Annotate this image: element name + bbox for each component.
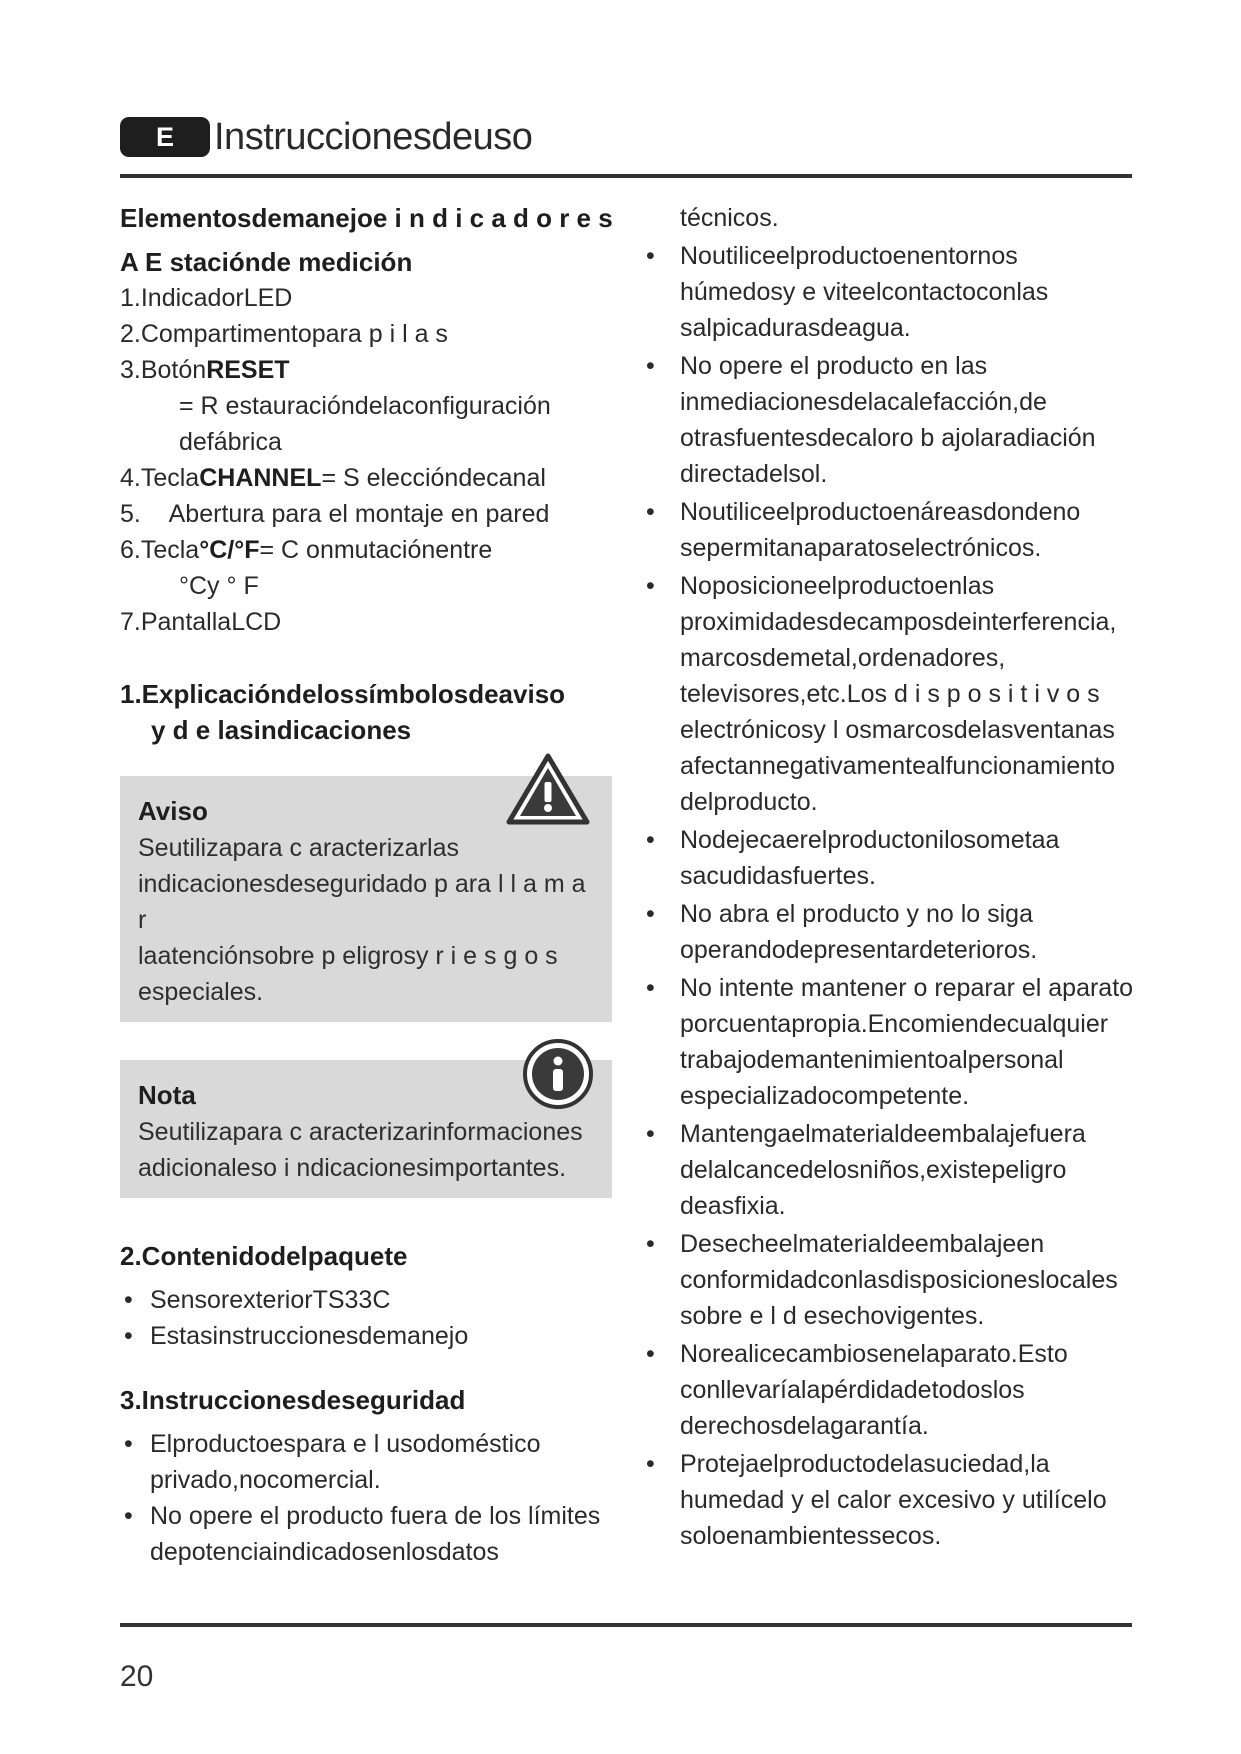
safety-line: • Nodejecaerelproductonilosometaa [680,826,1060,854]
list-item-channel [120,460,615,496]
safety-item [644,822,1136,894]
page-number: 20 [120,1660,154,1693]
safety-line: derechosdelagarantía. [680,1412,929,1440]
station-heading: A E staciónde medición [120,247,413,277]
list-item: 1.IndicadorLED [120,284,293,312]
right-column [644,200,1136,1554]
safety-line: delalcancedelosniños,existepeligro [680,1156,1067,1184]
safety-line: • Desecheelmaterialdeembalajeen [680,1230,1045,1258]
safety-line: depotenciaindicadosenlosdatos [150,1538,499,1566]
safety-line: soloenambientessecos. [680,1522,942,1550]
note-box [120,1060,612,1198]
safety-line: sepermitanaparatoselectrónicos. [680,534,1042,562]
section-2-heading: 2.Contenidodelpaquete [120,1241,408,1271]
safety-line: húmedosy e viteelcontactoconlas [680,278,1049,306]
item-prefix: 4.Tecla [120,464,200,492]
list-item: 2.Compartimentopara p i l a s [120,320,448,348]
safety-line: porcuentapropia.Encomiendecualquier [680,1010,1109,1038]
unit-label: °C/°F [199,536,260,564]
language-badge: E [120,117,210,157]
safety-line: • Elproductoespara e l usodoméstico [150,1430,541,1458]
safety-line: sobre e l d esechovigentes. [680,1302,985,1330]
safety-line: marcosdemetal,ordenadores, [680,644,1006,672]
left-column [120,200,615,1570]
safety-line: electrónicosy l osmarcosdelasventanas [680,716,1115,744]
safety-line: salpicadurasdeagua. [680,314,911,342]
section-3-heading: 3.Instruccionesdeseguridad [120,1385,466,1415]
safety-item [644,1446,1136,1554]
safety-line: • Mantengaelmaterialdeembalajefuera [680,1120,1086,1148]
safety-line: humedad y el calor excesivo y utilícelo [680,1486,1107,1514]
safety-line: • Noposicioneelproductoenlas [680,572,995,600]
safety-line: especializadocompetente. [680,1082,970,1110]
safety-line: conformidadconlasdisposicioneslocales [680,1266,1118,1294]
item-prefix: 3.Botón [120,356,207,384]
continued-line: técnicos. [680,204,779,232]
controls-heading: Elementosdemanejoe i n d i c a d o r e s [120,203,613,233]
info-icon [522,1038,594,1110]
safety-line: otrasfuentesdecaloro b ajolaradiación [680,424,1096,452]
safety-item [120,1426,615,1498]
item-description: = S eleccióndecanal [321,464,546,492]
safety-item [644,970,1136,1114]
safety-line: operandodepresentardeterioros. [680,936,1038,964]
item-description: defábrica [179,428,282,456]
list-item: 7.PantallaLCD [120,608,282,636]
note-line: adicionaleso i ndicacionesimportantes. [138,1154,567,1182]
warning-triangle-icon [506,752,590,826]
list-item-reset [120,352,615,388]
document-title: Instruccionesdeuso [214,115,533,158]
note-line: Seutilizapara c aracterizarinformaciones [138,1118,583,1146]
safety-line: proximidadesdecamposdeinterferencia, [680,608,1117,636]
warning-title: Aviso [138,796,208,826]
safety-item [644,1336,1136,1444]
safety-line: sacudidasfuertes. [680,862,876,890]
safety-line: • Noutiliceelproductoenentornos [680,242,1018,270]
reset-label: RESET [206,356,290,384]
safety-line: conllevaríalapérdidadetodoslos [680,1376,1025,1404]
safety-item [644,348,1136,492]
package-item: • Estasinstruccionesdemanejo [120,1318,615,1354]
safety-line: directadelsol. [680,460,828,488]
safety-line: inmediacionesdelacalefacción,de [680,388,1047,416]
safety-list [644,238,1136,1554]
package-item: • SensorexteriorTS33C [120,1282,615,1318]
safety-line: trabajodemantenimientoalpersonal [680,1046,1064,1074]
safety-item [644,1116,1136,1224]
safety-item [644,1226,1136,1334]
safety-line: • No intente mantener o reparar el aparato [680,974,1134,1002]
list-item: 5. Abertura para el montaje en pared [120,500,550,528]
safety-line: deasfixia. [680,1192,786,1220]
footer-rule [120,1623,1132,1627]
safety-line: televisores,etc.Los d i s p o s i t i v o s [680,680,1100,708]
safety-line: • No opere el producto fuera de los límites [150,1502,601,1530]
section-1-heading-cont: y d e lasindicaciones [151,715,412,745]
safety-item [120,1498,615,1570]
item-description: = R estauracióndelaconfiguración [179,392,551,420]
warning-line: especiales. [138,978,264,1006]
item-description: °Cy ° F [179,572,259,600]
note-title: Nota [138,1080,196,1110]
safety-line: privado,nocomercial. [150,1466,381,1494]
warning-line: laatenciónsobre p eligrosy r i e s g o s [138,942,558,970]
header-rule [120,174,1132,178]
safety-item [644,238,1136,346]
page-header [120,112,532,162]
item-description: = C onmutaciónentre [259,536,493,564]
item-prefix: 6.Tecla [120,536,200,564]
safety-item [644,568,1136,820]
safety-line: • Norealicecambiosenelaparato.Esto [680,1340,1068,1368]
safety-line: • No opere el producto en las [680,352,988,380]
channel-label: CHANNEL [199,464,322,492]
safety-line: delproducto. [680,788,818,816]
warning-box [120,776,612,1022]
warning-line: indicacionesdeseguridado p ara l l a m a r [138,870,586,934]
safety-line: afectannegativamentealfuncionamiento [680,752,1116,780]
section-1-heading: 1.Explicacióndelossímbolosdeaviso [120,679,566,709]
list-item-unit [120,532,615,568]
safety-item [644,896,1136,968]
safety-line: • Protejaelproductodelasuciedad,la [680,1450,1050,1478]
safety-item [644,494,1136,566]
warning-line: Seutilizapara c aracterizarlas [138,834,459,862]
safety-line: • No abra el producto y no lo siga [680,900,1033,928]
safety-line: • Noutiliceelproductoenáreasdondeno [680,498,1081,526]
